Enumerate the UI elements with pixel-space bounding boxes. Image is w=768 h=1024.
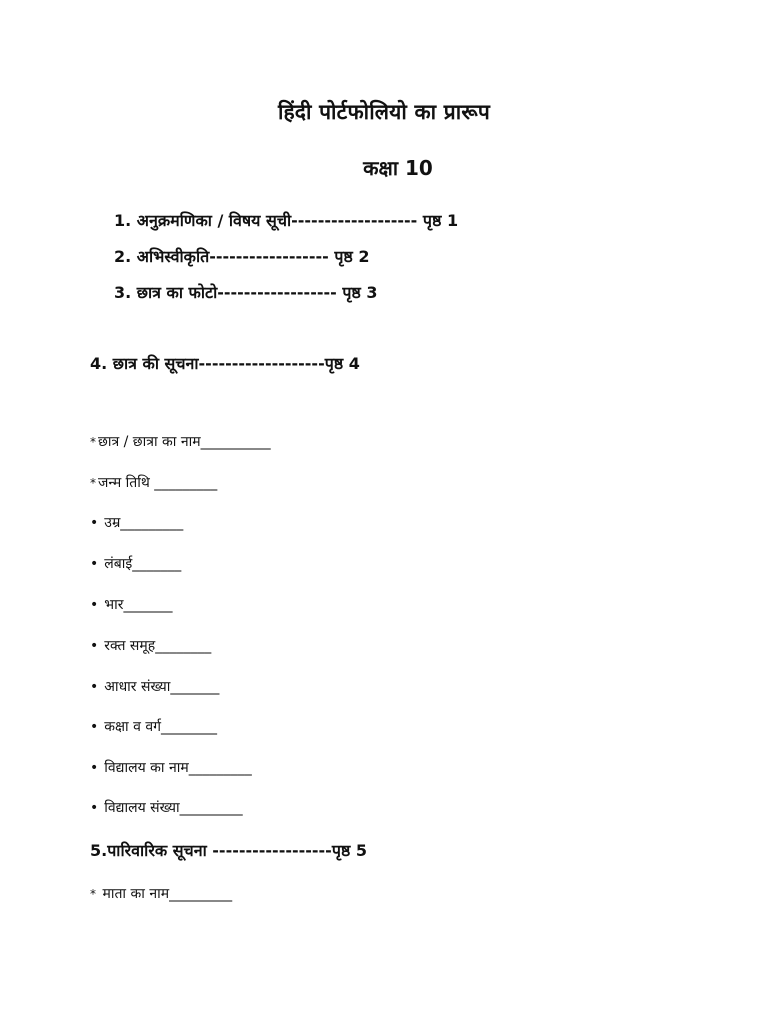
- toc-entry-2: 2. अभिस्वीकृति------------------ पृष्ठ 2: [114, 247, 370, 266]
- field-school-number: [90, 798, 243, 817]
- field-label: उम्र_________: [104, 515, 184, 531]
- field-height: [90, 554, 181, 573]
- field-label: रक्त समूह________: [104, 638, 212, 654]
- bullet-dot-icon: •: [90, 760, 99, 776]
- field-label: आधार संख्या_______: [104, 679, 220, 695]
- field-label: विद्यालय का नाम_________: [104, 760, 252, 776]
- field-label: छात्र / छात्रा का नाम__________: [98, 434, 271, 450]
- bullet-dot-icon: •: [90, 800, 99, 816]
- field-student-name: [90, 432, 271, 451]
- toc-entry-3: 3. छात्र का फोटो------------------ पृष्ठ 3: [114, 283, 378, 302]
- bullet-dot-icon: •: [90, 638, 99, 654]
- bullet-dot-icon: •: [90, 556, 99, 572]
- bullet-star-icon: *: [90, 476, 96, 490]
- bullet-dot-icon: •: [90, 719, 99, 735]
- field-label: भार_______: [104, 597, 173, 613]
- bullet-dot-icon: •: [90, 515, 99, 531]
- field-class-section: [90, 717, 217, 736]
- bullet-star-icon: *: [90, 435, 96, 449]
- field-school-name: [90, 758, 252, 777]
- field-label: लंबाई_______: [104, 556, 182, 572]
- page-subtitle: कक्षा 10: [363, 156, 433, 180]
- field-label: विद्यालय संख्या_________: [104, 800, 243, 816]
- toc-entry-5: 5.पारिवारिक सूचना ------------------पृष्ठ 5: [90, 841, 368, 860]
- bullet-dot-icon: •: [90, 597, 99, 613]
- field-blood-group: [90, 636, 211, 655]
- toc-entry-1: 1. अनुक्रमणिका / विषय सूची------------------- पृष्ठ 1: [114, 211, 459, 230]
- field-birth-date: [90, 473, 217, 492]
- field-mother-name: [90, 884, 232, 903]
- field-label: माता का नाम_________: [98, 886, 233, 902]
- bullet-star-icon: *: [90, 887, 96, 901]
- toc-entry-4: 4. छात्र की सूचना-------------------पृष्ठ 4: [90, 354, 360, 373]
- field-label: कक्षा व वर्ग________: [104, 719, 218, 735]
- bullet-dot-icon: •: [90, 679, 99, 695]
- field-age: [90, 513, 183, 532]
- field-label: जन्म तिथि _________: [98, 475, 218, 491]
- field-aadhar-number: [90, 677, 219, 696]
- page-title: हिंदी पोर्टफोलियो का प्रारूप: [278, 100, 490, 124]
- field-weight: [90, 595, 172, 614]
